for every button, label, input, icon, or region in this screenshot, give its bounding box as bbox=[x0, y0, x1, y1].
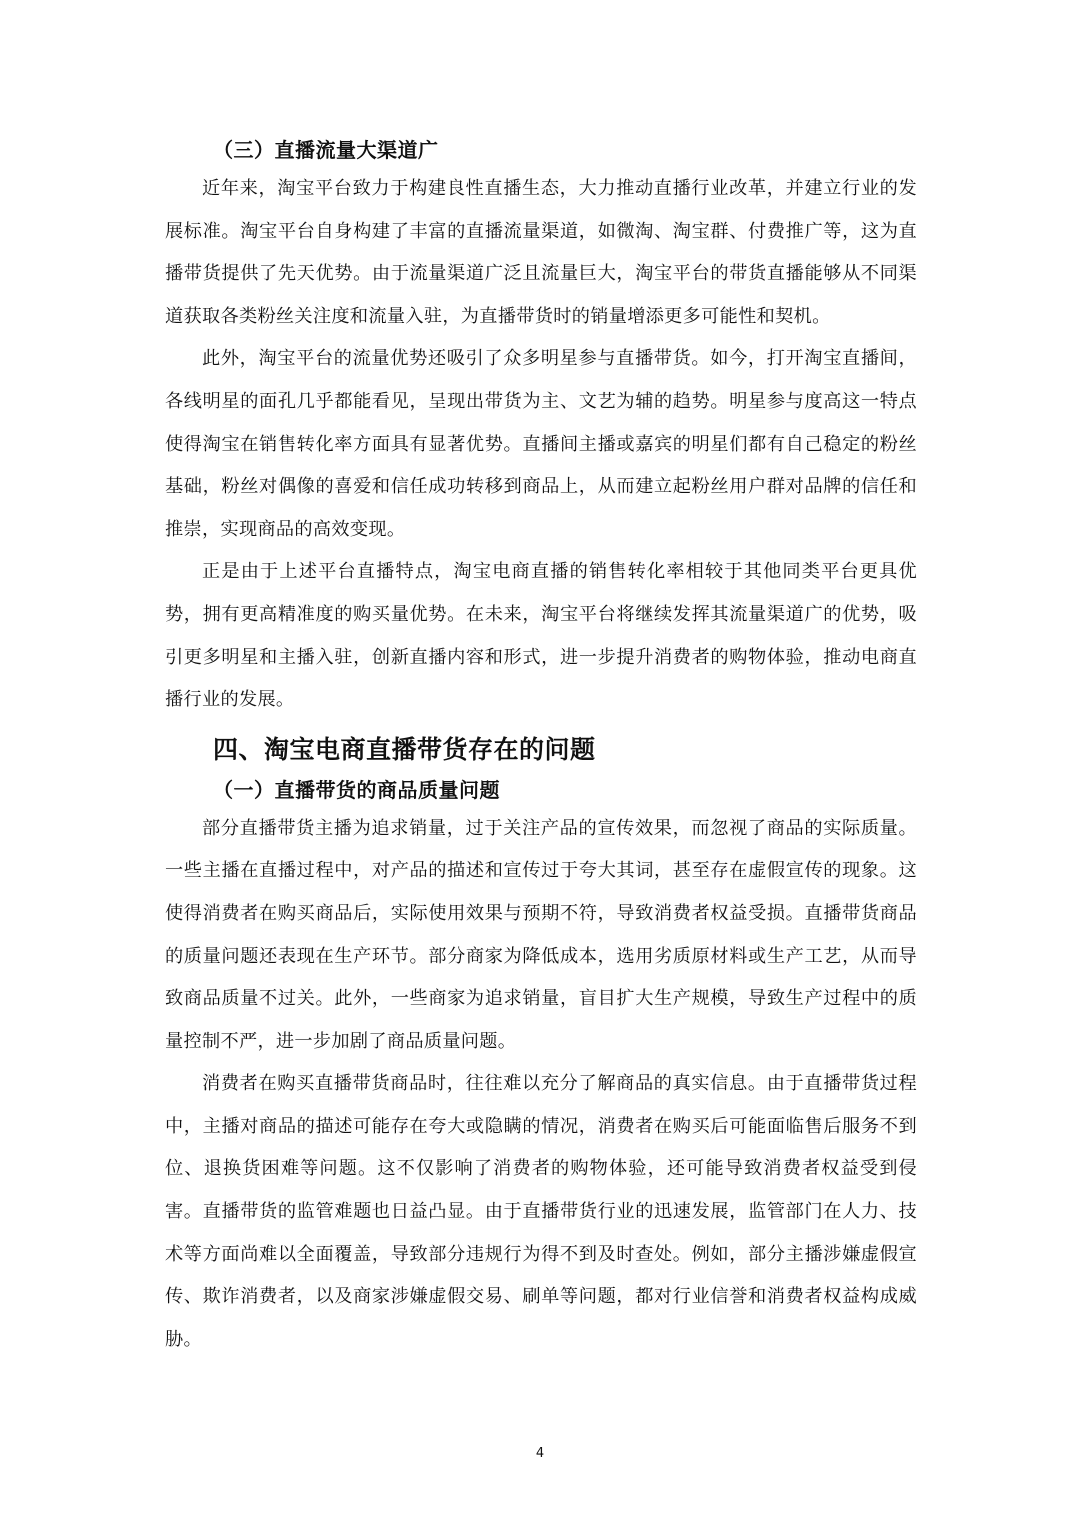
paragraph: 部分直播带货主播为追求销量，过于关注产品的宣传效果，而忽视了商品的实际质量。一些主播在直播过程中，对产品的描述和宣传过于夸大其词，甚至存在虚假宣传的现象。这使得消费者在购买商品后，实际使用效果与预期不符，导致消费者权益受损。直播带货商品的质量问题还表现在生产环节。部分商家为降低成本，选用劣质原材料或生产工艺，从而导致商品质量不过关。此外，一些商家为追求销量，盲目扩大生产规模，导致生产过程中的质量控制不严，进一步加剧了商品质量问题。 bbox=[165, 817, 917, 1052]
paragraph: 此外，淘宝平台的流量优势还吸引了众多明星参与直播带货。如今，打开淘宝直播间，各线明星的面孔几乎都能看见，呈现出带货为主、文艺为辅的趋势。明星参与度高这一特点使得淘宝在销售转化率方面具有显著优势。直播间主播或嘉宾的明星们都有自己稳定的粉丝基础，粉丝对偶像的喜爱和信任成功转移到商品上，从而建立起粉丝用户群对品牌的信任和推崇，实现商品的高效变现。 bbox=[165, 348, 917, 540]
chapter-heading-4: 四、淘宝电商直播带货存在的问题 bbox=[213, 734, 596, 764]
page-content bbox=[165, 132, 917, 1361]
section-heading-3: （三）直播流量大渠道广 bbox=[213, 138, 439, 162]
paragraph: 近年来，淘宝平台致力于构建良性直播生态，大力推动直播行业改革，并建立行业的发展标准。淘宝平台自身构建了丰富的直播流量渠道，如微淘、淘宝群、付费推广等，这为直播带货提供了先天优势。由于流量渠道广泛且流量巨大，淘宝平台的带货直播能够从不同渠道获取各类粉丝关注度和流量入驻，为直播带货时的销量增添更多可能性和契机。 bbox=[165, 178, 917, 327]
paragraph: 正是由于上述平台直播特点，淘宝电商直播的销售转化率相较于其他同类平台更具优势，拥有更高精准度的购买量优势。在未来，淘宝平台将继续发挥其流量渠道广的优势，吸引更多明星和主播入驻，创新直播内容和形式，进一步提升消费者的购物体验，推动电商直播行业的发展。 bbox=[165, 561, 917, 711]
section-heading-4-1: （一）直播带货的商品质量问题 bbox=[213, 777, 500, 802]
paragraph: 消费者在购买直播带货商品时，往往难以充分了解商品的真实信息。由于直播带货过程中，主播对商品的描述可能存在夸大或隐瞒的情况，消费者在购买后可能面临售后服务不到位、退换货困难等问题。这不仅影响了消费者的购物体验，还可能导致消费者权益受到侵害。直播带货的监管难题也日益凸显。由于直播带货行业的迅速发展，监管部门在人力、技术等方面尚难以全面覆盖，导致部分违规行为得不到及时查处。例如，部分主播涉嫌虚假宣传、欺诈消费者，以及商家涉嫌虚假交易、刷单等问题，都对行业信誉和消费者权益构成威胁。 bbox=[165, 1073, 917, 1350]
page-number: 4 bbox=[535, 1446, 545, 1461]
